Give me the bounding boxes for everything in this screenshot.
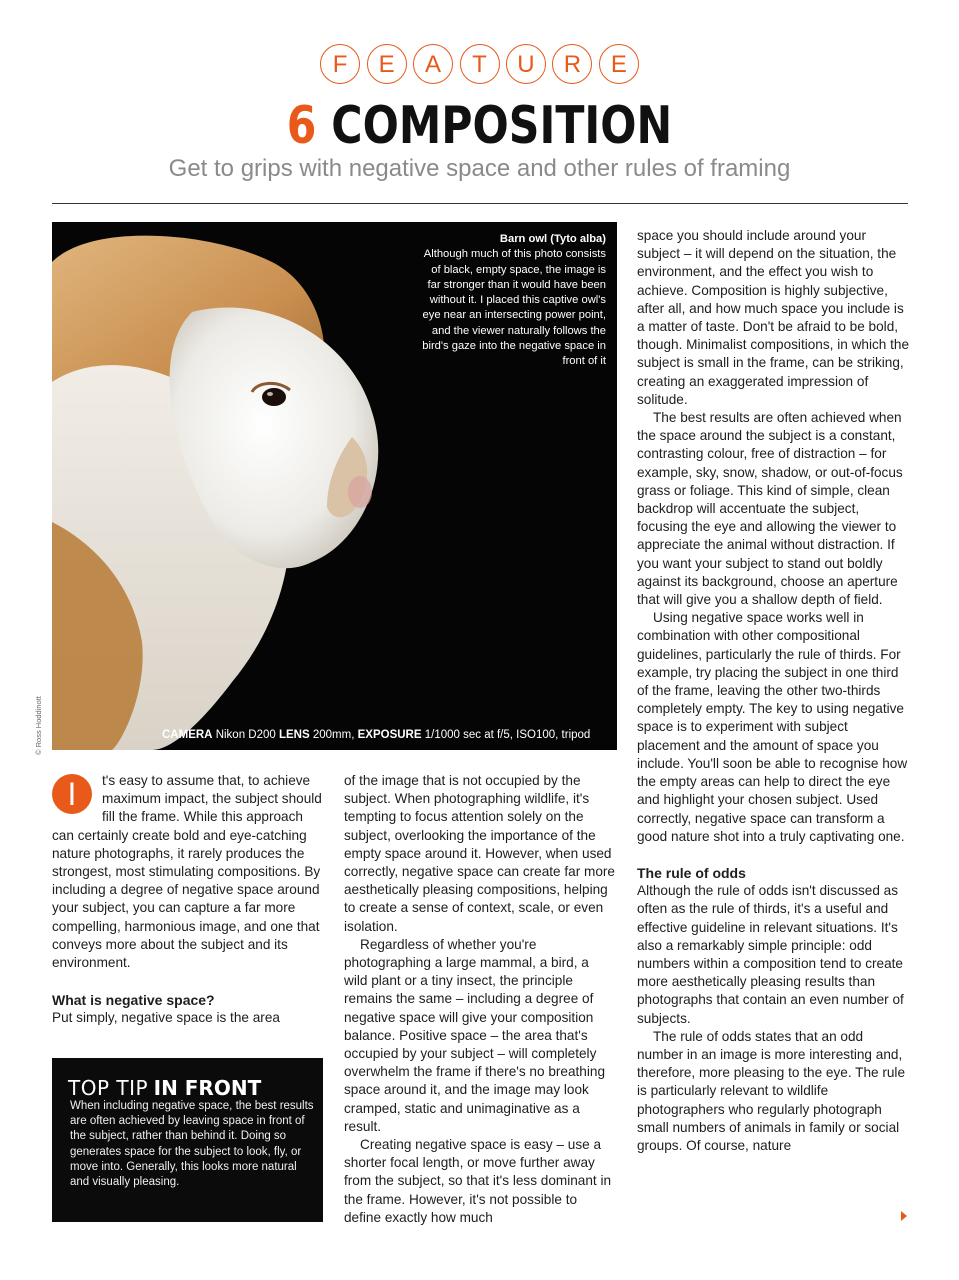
exif-exposure-label: EXPOSURE — [357, 729, 422, 741]
kicker-letter: U — [506, 44, 546, 84]
intro-text: t's easy to assume that, to achieve maximum impact, the subject should fill the frame. While this approach can certainly create bold and eye-catching nature photographs, it rarely produces the strongest, most stimulating compositions. By including a degree of negative space around your subject, you can capture a far more compelling, harmonious image, and one that conveys more about the subject and its environment. — [52, 773, 322, 971]
paragraph: space you should include around your subject – it will depend on the situation, the environment, and the effect you wish to achieve. Composition is highly subjective, after all, and how much space you include is a matter of taste. Don't be afraid to be bold, though. Minimalist compositions, in which the subject is small in the frame, can be striking, creating an exaggerated impression of solitude. — [637, 228, 910, 407]
kicker-letter: T — [460, 44, 500, 84]
continue-arrow-icon — [901, 1211, 907, 1221]
section-number: 6 — [286, 96, 317, 156]
title-text: COMPOSITION — [331, 96, 673, 156]
exif-camera: Nikon D200 — [215, 729, 276, 741]
tip-heading: IN FRONT — [153, 1076, 262, 1100]
section-heading: The rule of odds — [637, 864, 746, 881]
column-1 — [52, 772, 322, 1028]
column-3 — [637, 227, 909, 1155]
photo-caption — [420, 232, 606, 370]
exif-line — [162, 729, 590, 741]
caption-title: Barn owl (Tyto alba) — [499, 233, 606, 245]
paragraph: Using negative space works well in combination with other compositional guidelines, particularly the rule of thirds. For example, try placing the subject in one third of the frame, leaving the other two-thirds completely empty. The key to using negative space is to experiment with subject placement and the amount of space you include. You'll soon be able to recognise how the empty areas can help to direct the eye and highlight your chosen subject. Used correctly, negative space can transform a good nature shot into a truly captivating one. — [637, 610, 908, 844]
intro-paragraph — [52, 772, 322, 972]
top-tip-box — [52, 1058, 323, 1222]
header-divider — [52, 203, 908, 204]
paragraph: of the image that is not occupied by the subject. When photographing wildlife, it's tempting to focus attention solely on the subject, overlooking the importance of the empty space around it. However, when used correctly, negative space can create far more aesthetically pleasing compositions, helping to create a sense of context, scale, or even isolation. — [344, 773, 615, 934]
paragraph: Although the rule of odds isn't discussed as often as the rule of thirds, it's a useful and effective guideline in relevant situations. It's also a remarkably simple principle: odd numbers within a composition tend to create more aesthetically pleasing results than photographs that contain an even number of subjects. — [637, 883, 904, 1026]
page-title — [86, 94, 872, 158]
caption-text: Although much of this photo consists of black, empty space, the image is far stronger than it would have been without it. I placed this captive owl's eye near an intersecting power point, and the viewer naturally follows the bird's gaze into the negative space in front of it — [422, 248, 606, 368]
tip-body: When including negative space, the best results are often achieved by leaving space in front of the subject, rather than behind it. Doing so generates space for the subject to look, fly, or move into. Generally, this looks more natural and visually pleasing. — [70, 1100, 314, 1189]
paragraph: Creating negative space is easy – use a shorter focal length, or move further away from the subject, so that it's less dominant in the frame. However, it's not possible to define exactly how much — [344, 1137, 612, 1225]
tip-kicker: TOP TIP — [68, 1076, 149, 1100]
exif-lens: 200mm, — [312, 729, 355, 741]
feature-kicker — [0, 44, 959, 84]
standfirst: Get to grips with negative space and other rules of framing — [168, 155, 791, 182]
column-2 — [344, 772, 616, 1227]
kicker-letter: E — [367, 44, 407, 84]
kicker-letter: R — [552, 44, 592, 84]
paragraph: Put simply, negative space is the area — [52, 1010, 280, 1026]
kicker-letter: E — [599, 44, 639, 84]
dropcap: I — [52, 774, 92, 814]
tip-title — [68, 1076, 261, 1101]
kicker-letter: F — [320, 44, 360, 84]
paragraph: Regardless of whether you're photographing a large mammal, a bird, a wild plant or a tiny insect, the principle remains the same – including a degree of negative space will give your composition balance. Positive space – the area that's occupied by your subject – will completely overwhelm the frame if there's no breathing space around it, and the image may look cramped, static and unimaginative as a result. — [344, 936, 606, 1134]
exif-lens-label: LENS — [278, 729, 310, 741]
paragraph: The rule of odds states that an odd number in an image is more interesting and, therefore, more pleasing to the eye. The rule is particularly relevant to wildlife photographers who regularly photograph small numbers of animals in family or social groups. Of course, nature — [637, 1028, 906, 1153]
exif-camera-label: CAMERA — [162, 729, 213, 741]
exif-exposure: 1/1000 sec at f/5, ISO100, tripod — [424, 729, 591, 741]
section-heading: What is negative space? — [52, 992, 215, 1009]
photo-credit: © Ross Hoddinott — [34, 696, 43, 755]
kicker-letter: A — [413, 44, 453, 84]
paragraph: The best results are often achieved when the space around the subject is a constant, contrasting colour, free of distraction – for example, sky, snow, shadow, or out-of-focus grass or foliage. This kind of simple, clean backdrop will accentuate the subject, focusing the eye and allowing the viewer to appreciate the animal without distraction. If you want your subject to stand out boldly against its background, choose an aperture that will give you a shallow depth of field. — [637, 410, 903, 608]
